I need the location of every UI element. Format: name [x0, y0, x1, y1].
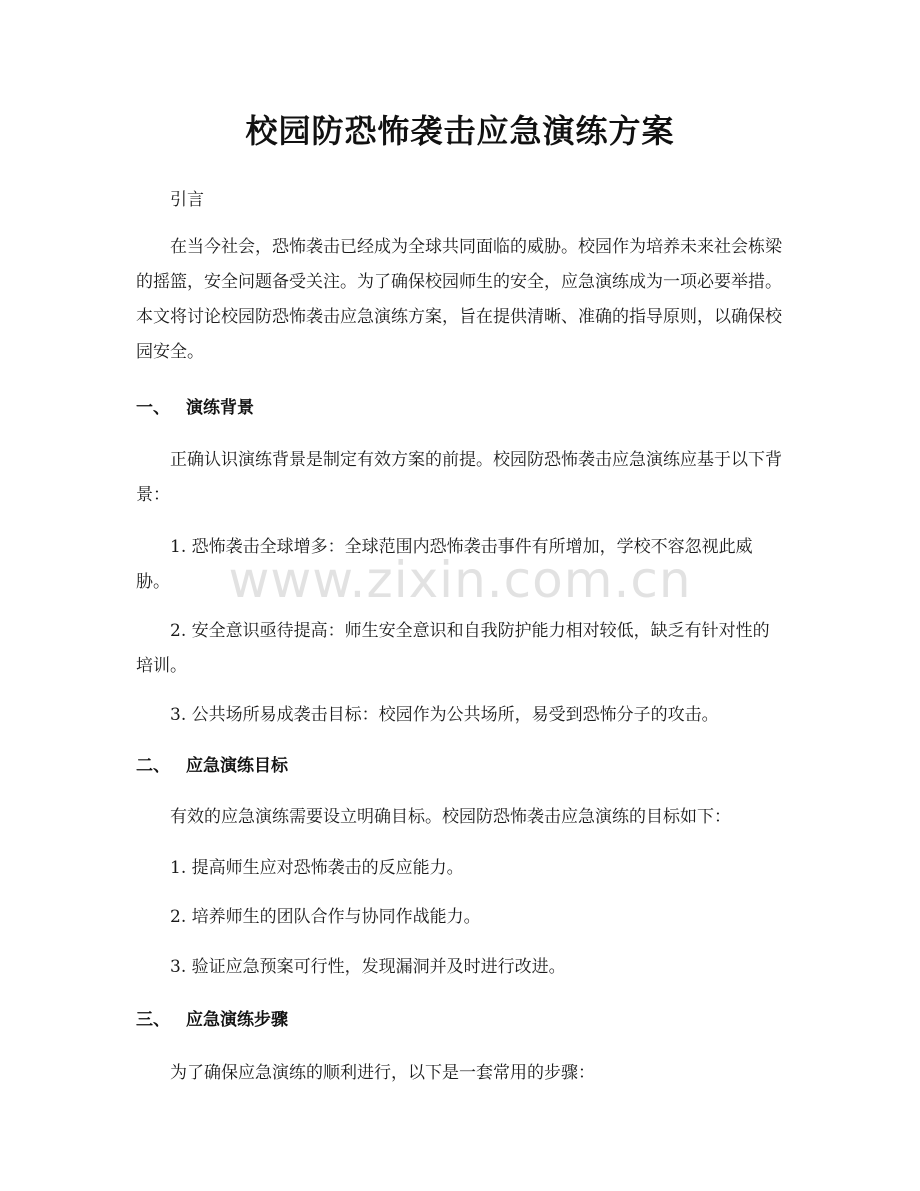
section-2-lead: 有效的应急演练需要设立明确目标。校园防恐怖袭击应急演练的目标如下：	[170, 807, 731, 827]
section-1-title: 演练背景	[186, 398, 254, 418]
section-2-title: 应急演练目标	[186, 756, 288, 776]
section-3-heading	[136, 1005, 786, 1035]
watermark-text: www.zixin.com.cn	[228, 551, 692, 609]
section-2-item-1: 1. 提高师生应对恐怖袭击的反应能力。	[170, 858, 464, 878]
section-1-heading	[136, 393, 786, 423]
section-1-number: 一、	[136, 398, 170, 418]
section-1-lead: 正确认识演练背景是制定有效方案的前提。校园防恐怖袭击应急演练应基于以下背景：	[136, 450, 782, 505]
intro-label: 引言	[170, 190, 204, 210]
intro-paragraph: 在当今社会，恐怖袭击已经成为全球共同面临的威胁。校园作为培养未来社会栋梁的摇篮，安全问题备受关注。为了确保校园师生的安全，应急演练成为一项必要举措。本文将讨论校园防恐怖袭击应急演练方案，旨在提供清晰、准确的指导原则，以确保校园安全。	[136, 237, 782, 362]
section-2-number: 二、	[136, 756, 170, 776]
section-2-heading	[136, 751, 786, 781]
section-1-item-1: 1. 恐怖袭击全球增多：全球范围内恐怖袭击事件有所增加，学校不容忽视此威胁。	[136, 537, 753, 592]
section-2-item-2: 2. 培养师生的团队合作与协同作战能力。	[170, 907, 481, 927]
section-3-lead: 为了确保应急演练的顺利进行，以下是一套常用的步骤：	[170, 1063, 595, 1083]
section-3-number: 三、	[136, 1010, 170, 1030]
section-1-item-3: 3. 公共场所易成袭击目标：校园作为公共场所，易受到恐怖分子的攻击。	[170, 705, 719, 725]
section-3-title: 应急演练步骤	[186, 1010, 288, 1030]
document-title: 校园防恐怖袭击应急演练方案	[245, 112, 675, 150]
section-1-item-2: 2. 安全意识亟待提高：师生安全意识和自我防护能力相对较低，缺乏有针对性的培训。	[136, 621, 770, 676]
section-2-item-3: 3. 验证应急预案可行性，发现漏洞并及时进行改进。	[170, 957, 566, 977]
